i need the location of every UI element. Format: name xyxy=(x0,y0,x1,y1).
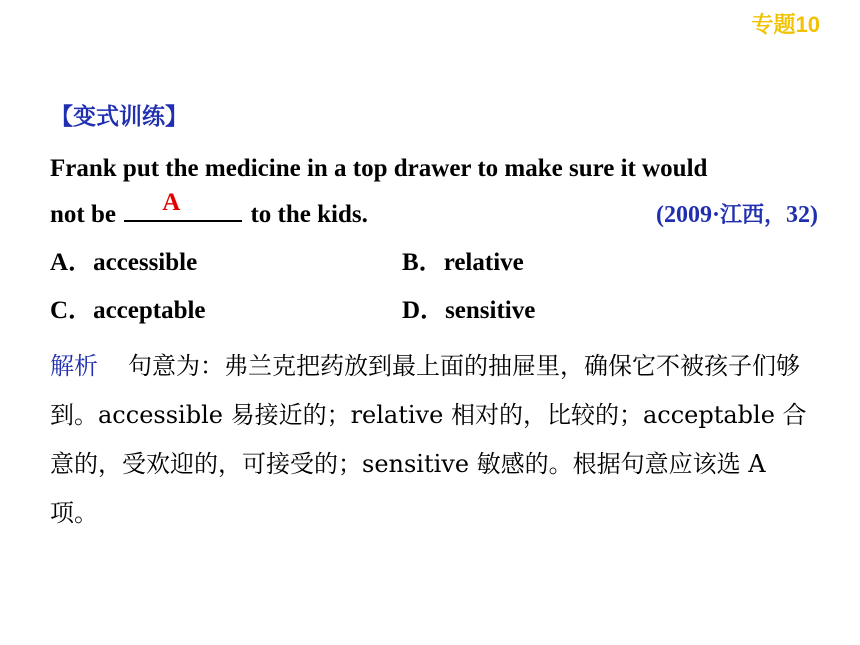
question-source: (2009·江西，32) xyxy=(655,202,818,228)
options-row-1 xyxy=(50,238,820,286)
section-title: 【变式训练】 xyxy=(50,104,188,130)
question-text-after-blank: to the kids. xyxy=(250,201,368,228)
option-d: D．sensitive xyxy=(402,297,536,324)
options-row-2 xyxy=(50,286,820,334)
answer-blank xyxy=(124,189,242,222)
question-text-before-blank: not be xyxy=(50,201,116,228)
option-c: C．acceptable xyxy=(50,297,206,324)
option-b: B．relative xyxy=(402,249,524,276)
answer-letter: A xyxy=(162,189,181,216)
answer-options xyxy=(50,238,820,334)
analysis-block xyxy=(50,342,820,538)
analysis-label: 解析 xyxy=(50,352,98,380)
question-line-2 xyxy=(50,189,820,238)
option-a: A．accessible xyxy=(50,249,198,276)
analysis-text: 句意为：弗兰克把药放到最上面的抽屉里，确保它不被孩子们够到。accessible 易接近的；relative 相对的，比较的；acceptable 合意的，受欢迎的，可接受的；sensitive 敏感的。根据句意应该选 A 项。 xyxy=(50,352,807,527)
question-line-1: Frank put the medicine in a top drawer to make sure it would xyxy=(50,155,708,182)
question-stem xyxy=(50,146,820,238)
topic-tag: 专题10 xyxy=(751,12,820,37)
